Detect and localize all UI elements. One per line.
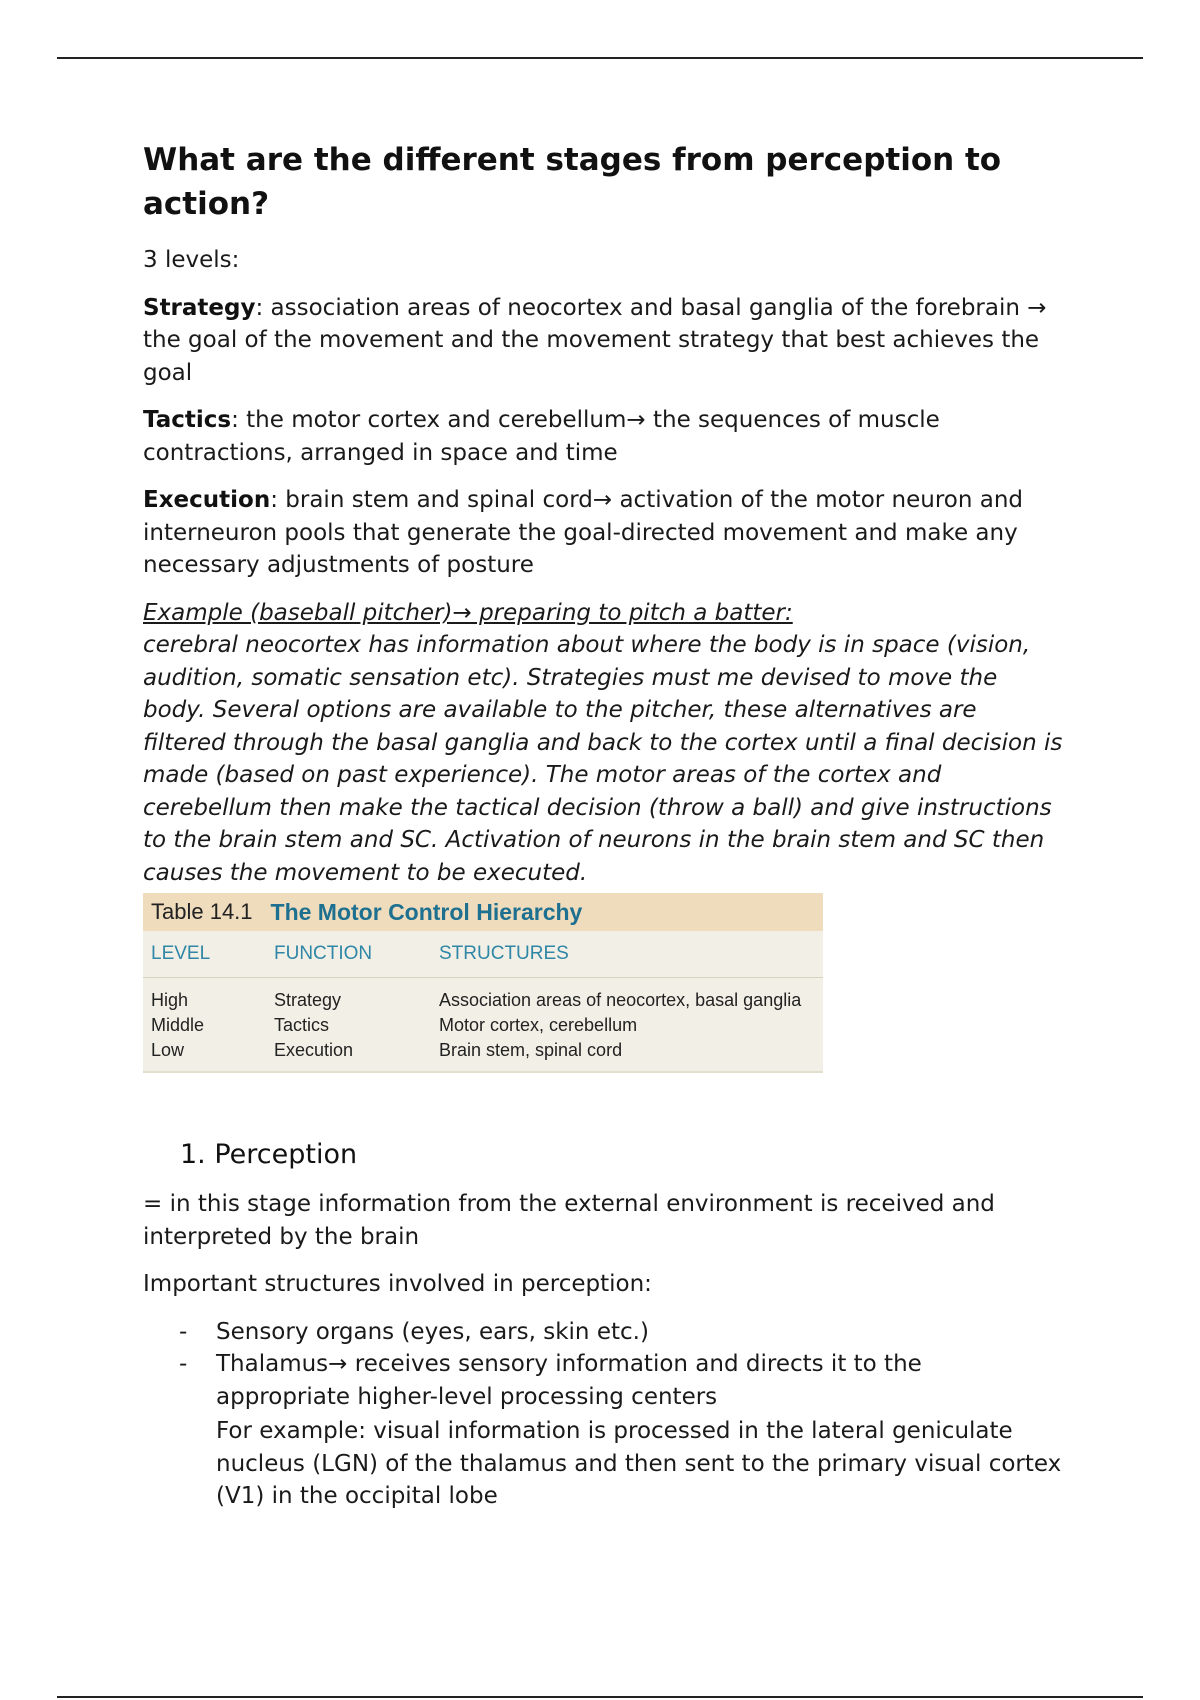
intro-text: 3 levels: xyxy=(143,247,240,273)
table-body xyxy=(143,978,823,1071)
level-execution xyxy=(143,484,1063,582)
motor-control-table xyxy=(143,893,823,1073)
page-title: What are the different stages from perception to action? xyxy=(143,142,1002,222)
level-term: Execution xyxy=(143,487,271,513)
table-title: The Motor Control Hierarchy xyxy=(270,898,583,925)
table-cell: Tactics xyxy=(274,1015,330,1035)
list-item xyxy=(143,1316,1063,1349)
level-desc: : association areas of neocortex and basal ganglia of the forebrain → the goal of the movement and the movement strategy that best achieves the goal xyxy=(143,294,1047,386)
table-cell: Middle xyxy=(151,1015,205,1035)
list-item xyxy=(143,1348,1063,1513)
list-item-text: Thalamus→ receives sensory information and directs it to the appropriate higher-level processing centers xyxy=(216,1351,922,1410)
table-row xyxy=(151,1013,823,1038)
section-definition: = in this stage information from the external environment is received and interpreted by the brain xyxy=(143,1191,995,1250)
column-header-function: FUNCTION xyxy=(274,943,373,964)
table-header xyxy=(143,893,823,931)
table-cell: Strategy xyxy=(274,990,342,1010)
level-strategy xyxy=(143,292,1063,390)
header-rule xyxy=(57,57,1143,59)
table-column-headers xyxy=(143,931,823,978)
document-body xyxy=(143,138,1063,1513)
example-body: cerebral neocortex has information about where the body is in space (vision, audition, somatic sensation etc). Strategies must me devised to move the body. Several options are available to the pitcher, these alternatives are filtered through the basal ganglia and back to the cortex until a final decision is made (based on past experience). The motor areas of the cortex and cerebellum then make the tactical decision (throw a ball) and give instructions to the brain stem and SC. Activation of neurons in the brain stem and SC then causes the movement to be executed. xyxy=(143,632,1063,886)
list-item-text: Sensory organs (eyes, ears, skin etc.) xyxy=(216,1318,649,1345)
level-term: Tactics xyxy=(143,407,232,433)
level-term: Strategy xyxy=(143,294,256,321)
dash-bullet: - xyxy=(179,1318,188,1345)
table-cell: Execution xyxy=(274,1040,354,1060)
list-item-example: For example: visual information is processed in the lateral geniculate nucleus (LGN) of the thalamus and then sent to the primary visual cortex (V1) in the occipital lobe xyxy=(216,1418,1062,1509)
table-cell: Low xyxy=(151,1040,185,1060)
section-heading: 1. Perception xyxy=(180,1139,358,1170)
table-cell: Association areas of neocortex, basal ganglia xyxy=(439,990,802,1010)
example-heading: Example (baseball pitcher)→ preparing to pitch a batter: xyxy=(143,599,793,626)
level-desc: : the motor cortex and cerebellum→ the sequences of muscle contractions, arranged in space and time xyxy=(143,407,940,466)
structure-list xyxy=(143,1316,1063,1513)
level-desc: : brain stem and spinal cord→ activation of the motor neuron and interneuron pools that generate the goal-directed movement and make any necessary adjustments of posture xyxy=(143,487,1024,578)
table-number: Table 14.1 xyxy=(151,899,253,924)
table-row xyxy=(151,1038,823,1063)
column-header-level: LEVEL xyxy=(151,943,211,964)
column-header-structures: STRUCTURES xyxy=(439,943,569,964)
dash-bullet: - xyxy=(179,1351,188,1377)
table-cell: High xyxy=(151,990,189,1010)
footer-rule xyxy=(57,1696,1143,1698)
table-cell: Motor cortex, cerebellum xyxy=(439,1015,638,1035)
table-cell: Brain stem, spinal cord xyxy=(439,1040,623,1060)
list-intro: Important structures involved in perception: xyxy=(143,1271,652,1297)
example-paragraph xyxy=(143,597,1063,890)
level-tactics xyxy=(143,404,1063,469)
table-row xyxy=(151,988,823,1013)
